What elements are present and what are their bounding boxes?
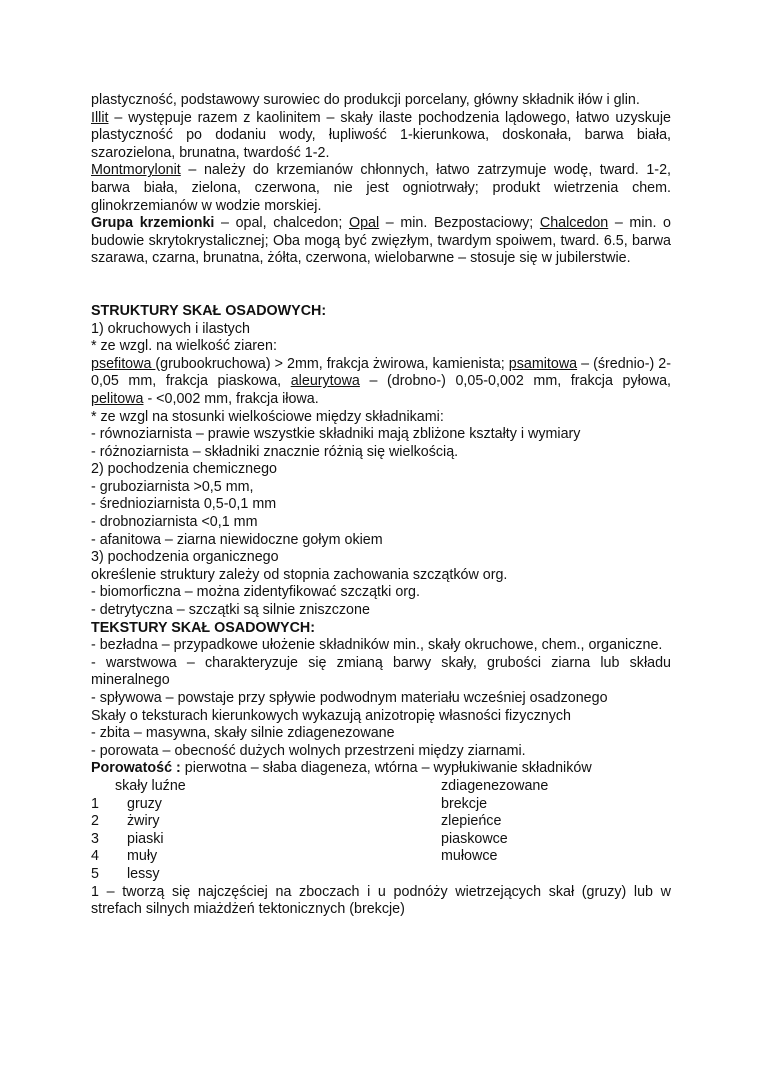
illit-term: Illit <box>91 109 109 126</box>
diagenized-rock <box>441 866 671 884</box>
illit-text: – występuje razem z kaolinitem – skały ilaste pochodzenia lądowego, łatwo uzyskuje plastyczność po dodaniu wody, łupliwość 1-kierunkowa, doskonała, barwa biała, szarozielona, brunatna, twardość 1-2. <box>91 109 671 161</box>
krzemionka-text-1: – opal, chalcedon; <box>214 215 349 232</box>
table-row <box>91 831 671 849</box>
krzemionka-text-3: – min. o budowie skrytokrystalicznej; Oba mogą być zwięzłym, twardym spoiwem, tward. 6.5, barwa szarawa, czarna, brunatna, żółta, czerwona, wielobarwne – stosuje się w jubilerstwie. <box>91 215 671 267</box>
table-row <box>91 796 671 814</box>
section-gap <box>91 268 671 303</box>
grain-text-1: (grubookruchowa) > 2mm, frakcja żwirowa, kamienista; <box>155 355 509 372</box>
tekstury-line: - porowata – obecność dużych wolnych przestrzeni między ziarnami. <box>91 742 526 759</box>
krzemionka-paragraph <box>91 215 671 268</box>
pelitowa-term: pelitowa <box>91 390 144 407</box>
struktury-line: - różnoziarnista – składniki znacznie różnią się wielkością. <box>91 443 459 460</box>
struktury-title: STRUKTURY SKAŁ OSADOWYCH: <box>91 302 327 319</box>
struktury-line: - średnioziarnista 0,5-0,1 mm <box>91 496 277 513</box>
tekstury-title: TEKSTURY SKAŁ OSADOWYCH: <box>91 619 315 636</box>
grain-text-3: – (drobno-) 0,05-0,002 mm, frakcja pyłowa, <box>359 373 671 390</box>
chalcedon-term: Chalcedon <box>539 215 609 232</box>
grain-text-2: – (średnio-) 2-0,05 mm, frakcja piaskowa, <box>91 355 671 390</box>
struktury-line: - detrytyczna – szczątki są silnie zniszczone <box>91 602 370 619</box>
row-number: 3 <box>91 830 99 847</box>
struktury-line: - gruboziarnista >0,5 mm, <box>91 478 254 495</box>
struktury-line: * ze wzgl. na wielkość ziaren: <box>91 338 277 355</box>
tekstury-line: Skały o teksturach kierunkowych wykazują anizotropię własności fizycznych <box>91 707 571 724</box>
grain-size-paragraph <box>91 356 671 409</box>
struktury-line: określenie struktury zależy od stopnia zachowania szczątków org. <box>91 566 508 583</box>
final-note: 1 – tworzą się najczęściej na zboczach i u podnóży wietrzejących skał (gruzy) lub w strefach silnych miażdżeń tektonicznych (brekcje) <box>91 883 671 918</box>
struktury-line: - równoziarnista – prawie wszystkie składniki mają zbliżone kształty i wymiary <box>91 426 581 443</box>
diagenized-rock: brekcje <box>441 795 488 812</box>
tekstury-warstwowa: - warstwowa – charakteryzuje się zmianą barwy skały, grubości ziarna lub składu mineralnego <box>91 654 671 689</box>
kaolinit-paragraph-end: plastyczność, podstawowy surowiec do produkcji porcelany, główny składnik iłów i glin. <box>91 92 640 108</box>
diagenized-rock: mułowce <box>441 848 498 865</box>
montmorylonit-term: Montmorylonit <box>91 162 181 179</box>
krzemionka-text-2: – min. Bezpostaciowy; <box>379 215 540 232</box>
opal-term: Opal <box>348 215 380 232</box>
table-row <box>91 866 671 884</box>
porowatosc-text: pierwotna – słaba diageneza, wtórna – wypłukiwanie składników <box>180 760 592 777</box>
tekstury-line: - zbita – masywna, skały silnie zdiagenezowane <box>91 725 395 742</box>
porowatosc-line <box>91 760 671 778</box>
krzemionka-heading: Grupa krzemionki <box>91 215 215 232</box>
loose-rock: muły <box>127 848 158 865</box>
row-number: 4 <box>91 848 99 865</box>
illit-paragraph <box>91 110 671 163</box>
montmorylonit-text: – należy do krzemianów chłonnych, łatwo zatrzymuje wodę, tward. 1-2, barwa biała, zielona, czerwona, nie jest ogniotrwały; produkt wietrzenia chem. glinokrzemianów w wodzie morskiej. <box>91 162 671 214</box>
montmorylonit-paragraph <box>91 162 671 215</box>
struktury-line: 2) pochodzenia chemicznego <box>91 461 277 478</box>
header-loose-rocks: skały luźne <box>115 777 186 794</box>
grain-text-4: - <0,002 mm, frakcja iłowa. <box>143 390 319 407</box>
document-page <box>91 92 671 919</box>
struktury-line: - biomorficzna – można zidentyfikować szczątki org. <box>91 584 420 601</box>
aleurytowa-term: aleurytowa <box>290 373 360 390</box>
loose-rock: piaski <box>127 830 164 847</box>
struktury-line: - afanitowa – ziarna niewidoczne gołym okiem <box>91 531 383 548</box>
rock-table-header <box>91 778 671 796</box>
table-row <box>91 848 671 866</box>
header-diagenized-rocks: zdiagenezowane <box>441 777 549 794</box>
psefitowa-term: psefitowa <box>91 355 156 372</box>
tekstury-line: - spływowa – powstaje przy spływie podwodnym materiału wcześniej osadzonego <box>91 690 608 706</box>
porowatosc-heading: Porowatość : <box>91 760 181 777</box>
struktury-line: 3) pochodzenia organicznego <box>91 549 279 566</box>
table-row <box>91 813 671 831</box>
diagenized-rock: piaskowce <box>441 830 508 847</box>
loose-rock: żwiry <box>127 813 160 830</box>
row-number: 5 <box>91 865 99 882</box>
psamitowa-term: psamitowa <box>508 355 578 372</box>
loose-rock: lessy <box>127 865 160 882</box>
row-number: 2 <box>91 813 99 830</box>
struktury-line: - drobnoziarnista <0,1 mm <box>91 514 258 531</box>
struktury-line: * ze wzgl na stosunki wielkościowe między składnikami: <box>91 408 444 425</box>
struktury-line: 1) okruchowych i ilastych <box>91 320 250 337</box>
loose-rock: gruzy <box>127 795 162 812</box>
diagenized-rock: zlepieńce <box>441 813 502 830</box>
tekstury-bezladna: - bezładna – przypadkowe ułożenie składników min., skały okruchowe, chem., organiczne. <box>91 637 663 654</box>
row-number: 1 <box>91 795 99 812</box>
